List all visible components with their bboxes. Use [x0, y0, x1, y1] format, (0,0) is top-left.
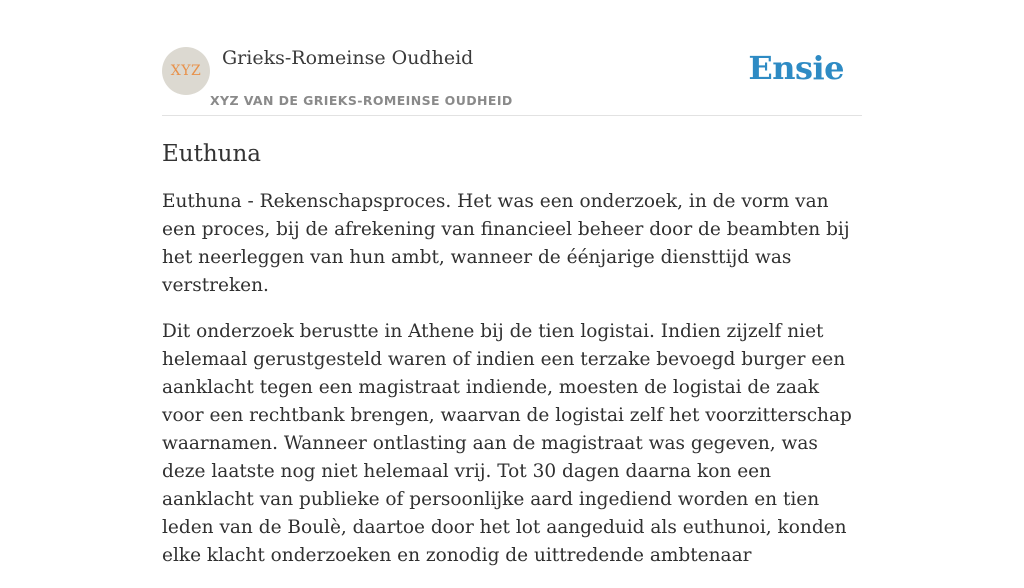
article-title: Euthuna — [162, 141, 261, 167]
publication-subtitle: XYZ VAN DE GRIEKS-ROMEINSE OUDHEID — [210, 93, 513, 108]
publication-title[interactable]: Grieks-Romeinse Oudheid — [222, 47, 474, 69]
article — [162, 136, 862, 588]
avatar-text: XYZ — [170, 63, 202, 79]
header — [162, 0, 862, 116]
avatar[interactable] — [162, 47, 210, 95]
article-paragraph: Euthuna - Rekenschapsproces. Het was een onderzoek, in de vorm van een proces, bij de afrekening van financieel beheer door de beambten bij het neerleggen van hun ambt, wanneer de éénjarige diensttijd was verstreken. — [162, 191, 850, 296]
article-paragraph: Dit onderzoek berustte in Athene bij de tien logistai. Indien zijzelf niet helemaal gerustgesteld waren of indien een terzake bevoegd burger een aanklacht tegen een magistraat indiende, moesten de logistai de zaak voor een rechtbank brengen, waarvan de logistai zelf het voorzitterschap waarnamen. Wanneer ontlasting aan de magistraat was gegeven, was deze laatste nog niet helemaal vrij. Tot 30 dagen daarna kon een aanklacht van publieke of persoonlijke aard ingediend worden en tien leden van de Boulè, daartoe door het lot aangeduid als euthunoi, konden elke klacht onderzoeken en zonodig de uittredende ambtenaar — [162, 321, 852, 566]
brand-logo[interactable]: Ensie — [748, 49, 844, 87]
